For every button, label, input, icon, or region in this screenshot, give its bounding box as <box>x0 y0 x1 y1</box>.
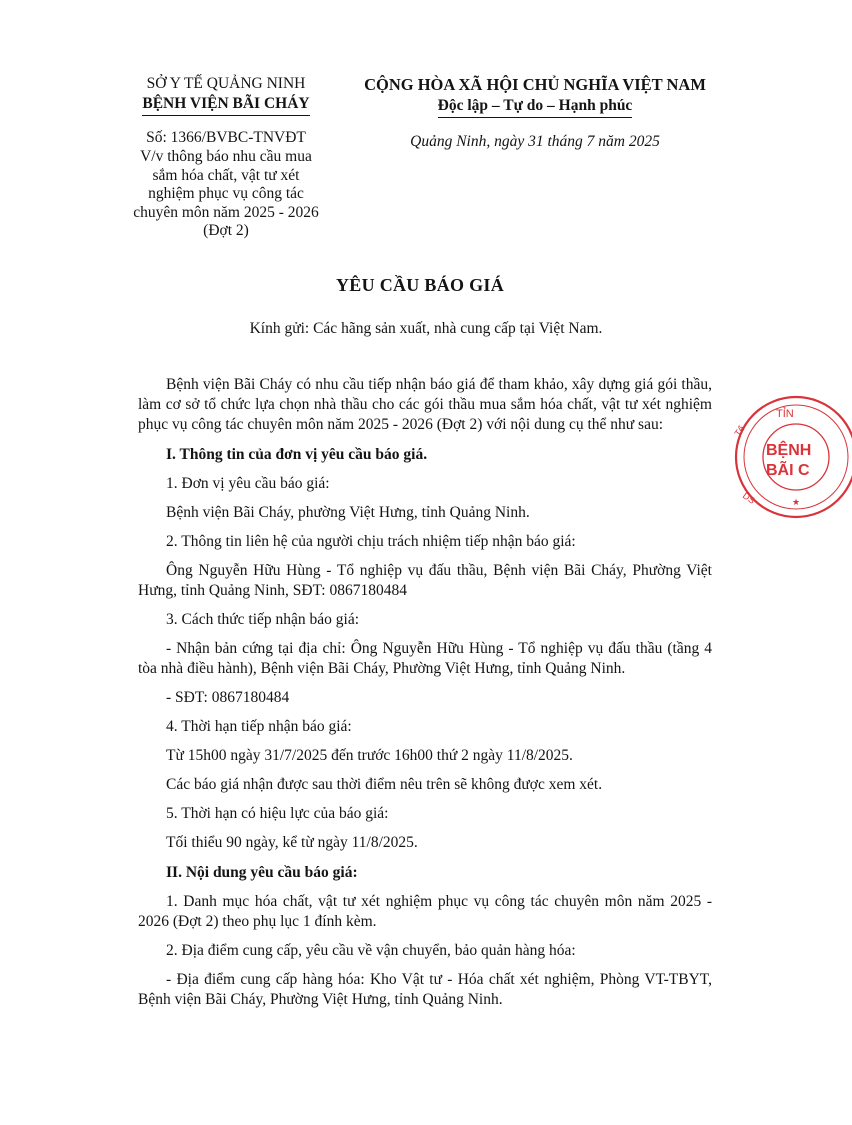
section-1-item-4-label: 4. Thời hạn tiếp nhận báo giá: <box>166 718 352 735</box>
subject-line: sắm hóa chất, vật tư xét <box>152 166 300 184</box>
document-subject <box>120 148 332 241</box>
document-body <box>138 375 712 1010</box>
section-1-item-5-value: Tối thiểu 90 ngày, kể từ ngày 11/8/2025. <box>166 834 418 851</box>
subject-line: V/v thông báo nhu cầu mua <box>140 148 312 165</box>
section-1-item-4-note: Các báo giá nhận được sau thời điểm nêu trên sẽ không được xem xét. <box>166 776 603 793</box>
header-right <box>340 74 730 152</box>
stamp-line-1: BỆNH <box>766 442 812 459</box>
section-2-item-2-value: - Địa điểm cung cấp hàng hóa: Kho Vật tư - Hóa chất xét nghiệm, Phòng VT-TBYT, Bệnh viện Bãi Cháy, Phường Việt Hưng, tỉnh Quảng Ninh. <box>138 971 712 1008</box>
svg-text:Tế: Tế <box>732 423 747 439</box>
section-1-item-3-label: 3. Cách thức tiếp nhận báo giá: <box>166 611 360 628</box>
header-left <box>120 74 332 241</box>
section-1-item-1-value: Bệnh viện Bãi Cháy, phường Việt Hưng, tỉnh Quảng Ninh. <box>166 504 530 521</box>
subject-line: nghiệm phục vụ công tác <box>148 185 304 202</box>
svg-text:★: ★ <box>792 498 801 508</box>
intro-paragraph: Bệnh viện Bãi Cháy có nhu cầu tiếp nhận báo giá để tham khảo, xây dựng giá gói thầu, làm cơ sở tổ chức lựa chọn nhà thầu cho các gói thầu mua sắm hóa chất, vật tư xét nghiệm phục vụ công tác chuyên môn năm 2025 - 2026 (Đợt 2) với nội dung cụ thể như sau: <box>138 376 712 433</box>
ministry-name: SỞ Y TẾ QUẢNG NINH <box>146 75 306 92</box>
section-2-item-2-label: 2. Địa điểm cung cấp, yêu cầu về vận chuyển, bảo quản hàng hóa: <box>166 942 576 959</box>
section-1-item-2-value: Ông Nguyễn Hữu Hùng - Tổ nghiệp vụ đấu thầu, Bệnh viện Bãi Cháy, Phường Việt Hưng, tỉnh Quảng Ninh, SĐT: 0867180484 <box>138 562 712 599</box>
hospital-name: BỆNH VIỆN BÃI CHÁY <box>142 94 309 116</box>
section-1-item-2-label: 2. Thông tin liên hệ của người chịu trách nhiệm tiếp nhận báo giá: <box>166 533 576 550</box>
subject-line: (Đợt 2) <box>203 222 249 239</box>
document-title: YÊU CẦU BÁO GIÁ <box>335 275 504 295</box>
section-1-item-1-label: 1. Đơn vị yêu cầu báo giá: <box>166 475 330 492</box>
section-1-item-4-value: Từ 15h00 ngày 31/7/2025 đến trước 16h00 thứ 2 ngày 11/8/2025. <box>166 747 573 764</box>
document-number: Số: 1366/BVBC-TNVĐT <box>146 129 306 146</box>
subject-line: chuyên môn năm 2025 - 2026 <box>133 203 319 221</box>
place-date: Quảng Ninh, ngày 31 tháng 7 năm 2025 <box>410 133 660 150</box>
red-seal-stamp <box>726 395 812 525</box>
section-1-item-3-phone: - SĐT: 0867180484 <box>166 689 290 706</box>
national-motto: Độc lập – Tự do – Hạnh phúc <box>438 95 633 118</box>
national-title: CỘNG HÒA XÃ HỘI CHỦ NGHĨA VIỆT NAM <box>364 75 706 94</box>
recipient-line: Kính gửi: Các hãng sản xuất, nhà cung cấp tại Việt Nam. <box>249 320 603 337</box>
section-1-item-3-value: - Nhận bản cứng tại địa chỉ: Ông Nguyễn Hữu Hùng - Tổ nghiệp vụ đấu thầu (tầng 4 tòa nhà điều hành), Bệnh viện Bãi Cháy, Phường Việt Hưng, tỉnh Quảng Ninh. <box>138 640 712 677</box>
section-1-heading: I. Thông tin của đơn vị yêu cầu báo giá. <box>166 446 428 463</box>
svg-text:DS: DS <box>740 490 757 506</box>
section-2-heading: II. Nội dung yêu cầu báo giá: <box>166 864 358 881</box>
section-2-item-1: 1. Danh mục hóa chất, vật tư xét nghiệm phục vụ công tác chuyên môn năm 2025 - 2026 (Đợt 2) theo phụ lục 1 đính kèm. <box>138 893 712 930</box>
stamp-arc-text: TỈN <box>776 408 794 420</box>
stamp-line-2: BÃI C <box>766 462 810 479</box>
section-1-item-5-label: 5. Thời hạn có hiệu lực của báo giá: <box>166 805 389 822</box>
